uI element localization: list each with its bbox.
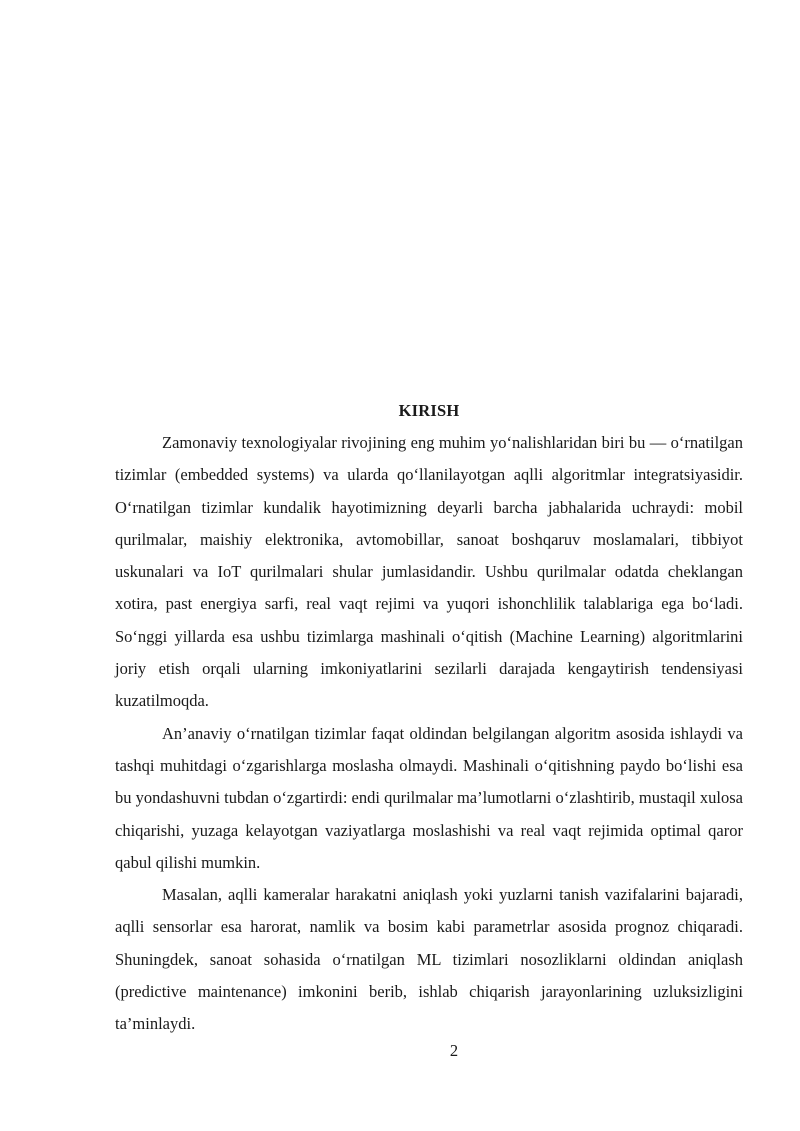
paragraph-1: Zamonaviy texnologiyalar rivojining eng muhim yo‘nalishlaridan biri bu — o‘rnatilgan tizimlar (embedded systems) va ularda qo‘llanilayotgan aqlli algoritmlar integratsiyasidir. O‘rnatilgan tizimlar kundalik hayotimizning deyarli barcha jabhalarida uchraydi: mobil qurilmalar, maishiy elektronika, avtomobillar, sanoat boshqaruv moslamalari, tibbiyot uskunalari va IoT qurilmalari shular jumlasidandir. Ushbu qurilmalar odatda cheklangan xotira, past energiya sarfi, real vaqt rejimi va yuqori ishonchlilik talablariga ega bo‘ladi. So‘nggi yillarda esa ushbu tizimlarga mashinali o‘qitish (Machine Learning) algoritmlarini joriy etish orqali ularning imkoniyatlarini sezilarli darajada kengaytirish tendensiyasi kuzatilmoqda. <box>115 433 743 711</box>
body-text <box>115 427 743 1041</box>
paragraph-3: Masalan, aqlli kameralar harakatni aniqlash yoki yuzlarni tanish vazifalarini bajaradi, aqlli sensorlar esa harorat, namlik va bosim kabi parametrlar asosida prognoz chiqaradi. Shuningdek, sanoat sohasida o‘rnatilgan ML tizimlari nosozliklarni oldindan aniqlash (predictive maintenance) imkonini berib, ishlab chiqarish jarayonlarining uzluksizligini ta’minlaydi. <box>115 885 743 1034</box>
paragraph-2: An’anaviy o‘rnatilgan tizimlar faqat oldindan belgilangan algoritm asosida ishlaydi va tashqi muhitdagi o‘zgarishlarga moslasha olmaydi. Mashinali o‘qitishning paydo bo‘lishi esa bu yondashuvni tubdan o‘zgartirdi: endi qurilmalar ma’lumotlarni o‘zlashtirib, mustaqil xulosa chiqarishi, yuzaga kelayotgan vaziyatlarga moslashishi va real vaqt rejimida optimal qaror qabul qilishi mumkin. <box>115 723 743 872</box>
section-heading: KIRISH <box>398 401 460 420</box>
page-number: 2 <box>449 1041 459 1060</box>
